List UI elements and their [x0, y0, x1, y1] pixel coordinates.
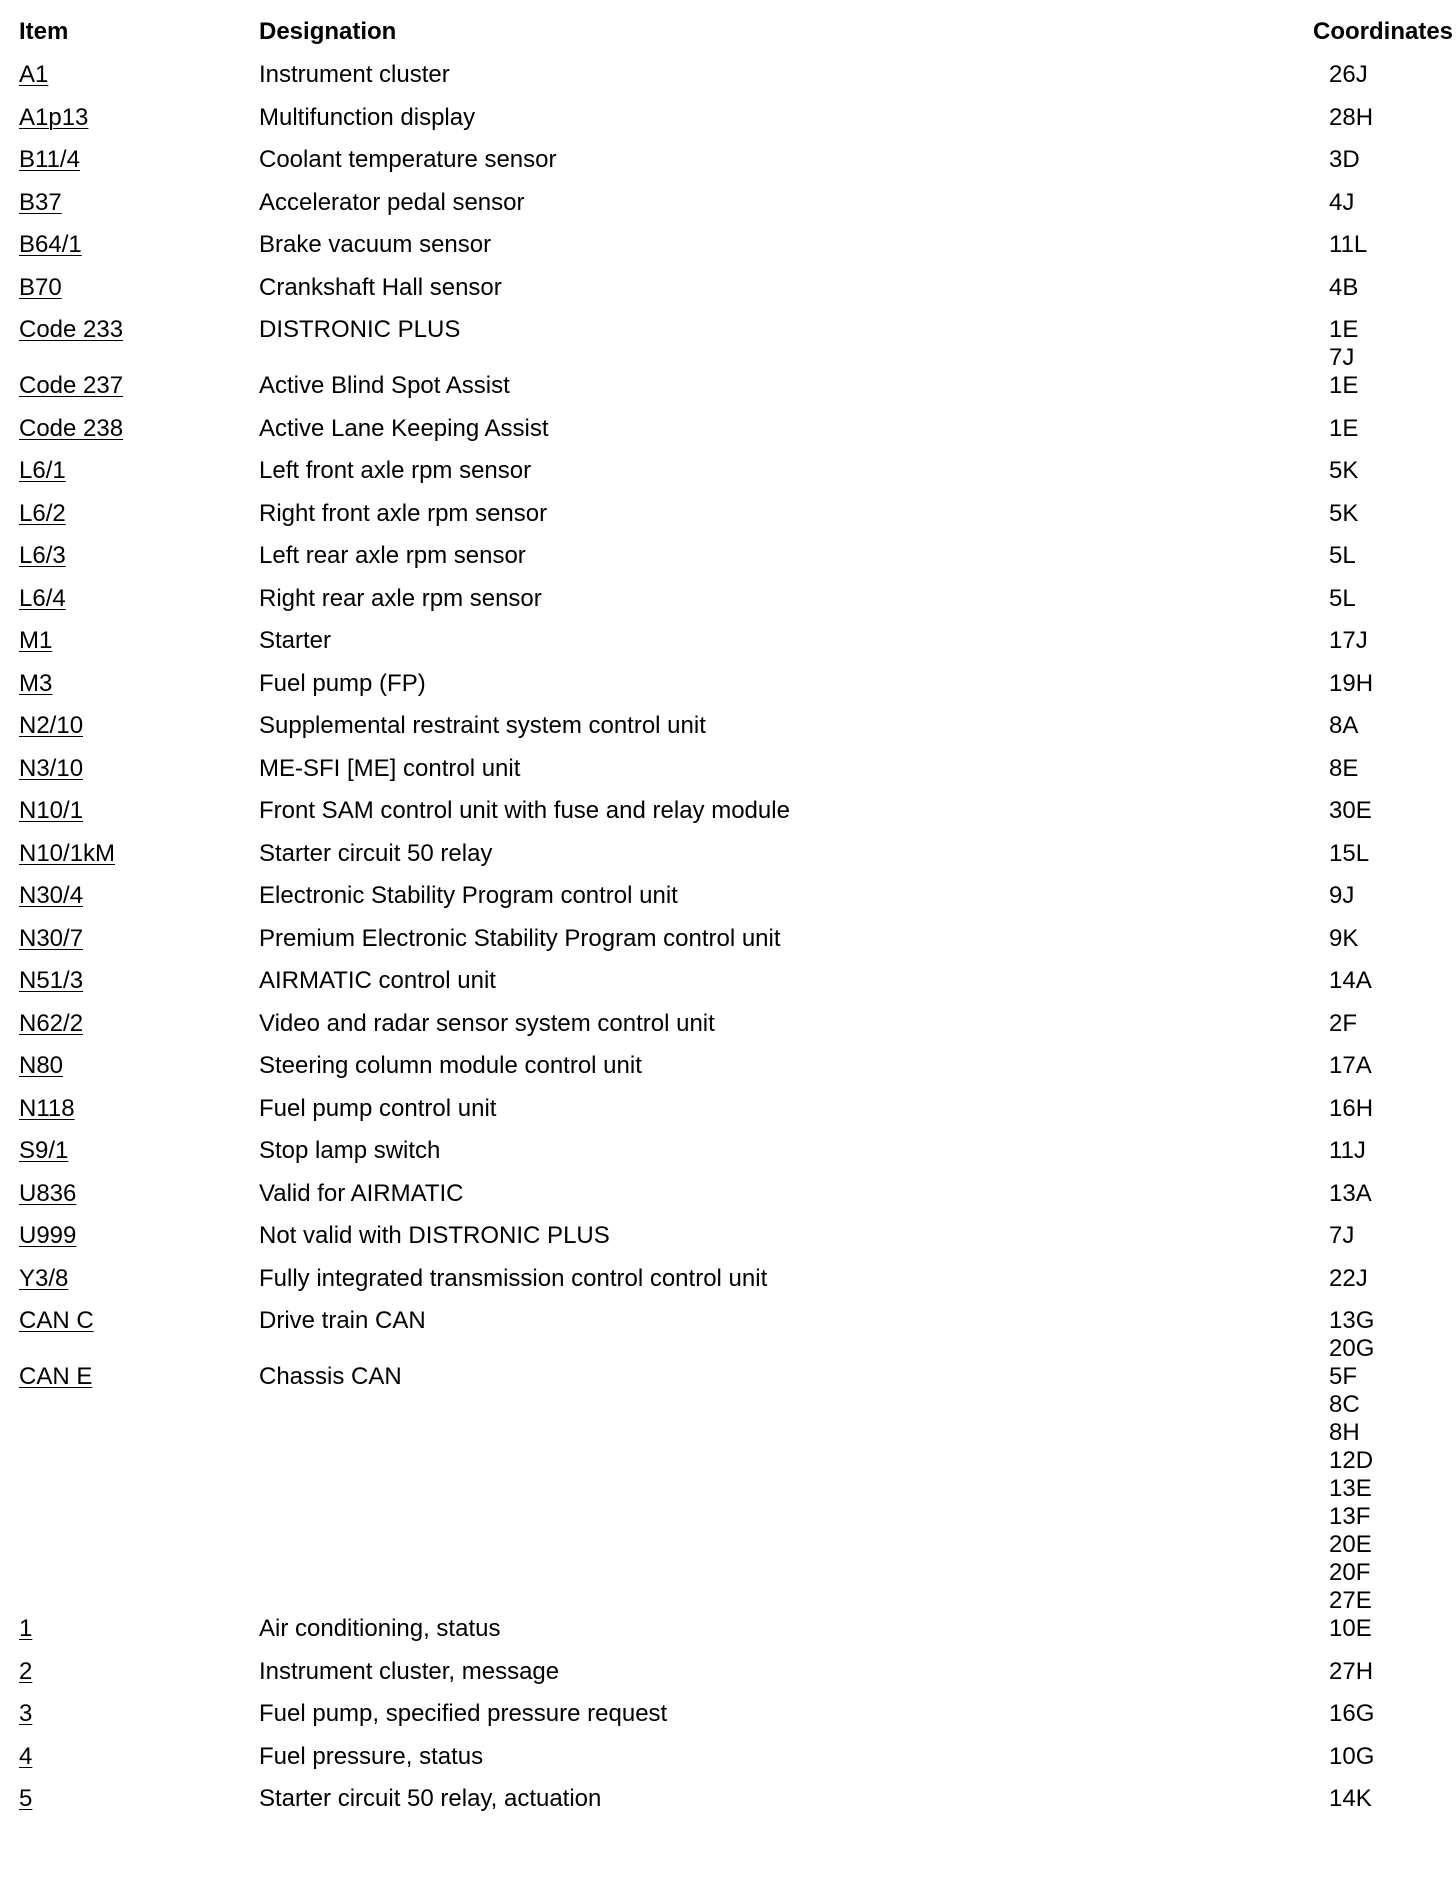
coordinates-cell [1316, 372, 1439, 400]
coordinate-value: 8H [1329, 1419, 1360, 1446]
designation-cell: Video and radar sensor system control unit [259, 1009, 715, 1037]
item-link[interactable]: S9/1 [19, 1137, 69, 1164]
coordinate-value: 14K [1329, 1785, 1372, 1812]
coordinate-value: 5K [1329, 499, 1359, 527]
item-link[interactable]: B70 [19, 273, 62, 301]
coordinates-cell [1316, 797, 1439, 825]
designation-cell: Instrument cluster [259, 61, 450, 88]
coordinate-value: 16G [1329, 1700, 1375, 1727]
coordinates-cell [1316, 627, 1439, 655]
coordinates-cell [1316, 1307, 1439, 1363]
coordinates-cell [1316, 1743, 1439, 1771]
coordinate-value: 11L [1329, 231, 1368, 258]
item-link[interactable]: U999 [19, 1222, 77, 1249]
designation-cell: Left front axle rpm sensor [259, 457, 532, 484]
table-row [19, 104, 1439, 147]
item-link[interactable]: 2 [19, 1657, 33, 1685]
designation-cell: Front SAM control unit with fuse and relay module [259, 797, 790, 824]
coordinate-value: 5L [1329, 584, 1356, 612]
coordinate-value: 4J [1329, 188, 1355, 216]
coordinate-value: 30E [1329, 797, 1372, 824]
table-row [19, 670, 1439, 713]
table-row [19, 712, 1439, 755]
designation-cell: Fuel pump control unit [259, 1094, 497, 1122]
item-link[interactable]: L6/1 [19, 457, 66, 484]
designation-cell: Stop lamp switch [259, 1137, 441, 1164]
item-link[interactable]: A1 [19, 61, 49, 88]
item-cell [19, 542, 259, 570]
designation-cell: Starter circuit 50 relay [259, 839, 493, 867]
table-row [19, 882, 1439, 925]
coordinate-value: 17J [1329, 627, 1368, 654]
coordinate-value: 1E [1329, 414, 1359, 442]
coordinates-cell [1316, 670, 1439, 698]
item-link[interactable]: 1 [19, 1615, 33, 1642]
coordinate-value: 13E [1329, 1475, 1372, 1502]
coordinates-cell [1316, 1095, 1439, 1123]
coordinates-cell [1316, 1222, 1439, 1250]
coordinate-value: 27E [1329, 1587, 1372, 1614]
item-cell [19, 925, 259, 953]
coordinates-cell [1316, 104, 1439, 132]
coordinates-cell [1316, 457, 1439, 485]
item-link[interactable]: N30/7 [19, 924, 84, 952]
table-row [19, 457, 1439, 500]
coordinate-value: 10G [1329, 1742, 1375, 1770]
coordinate-value: 3D [1329, 146, 1360, 173]
coordinates-cell [1316, 500, 1439, 528]
coordinate-value: 20E [1329, 1531, 1372, 1558]
item-link[interactable]: N118 [19, 1094, 75, 1122]
table-row [19, 1700, 1439, 1743]
table-row [19, 231, 1439, 274]
item-cell [19, 1052, 259, 1080]
coordinate-value: 7J [1329, 344, 1355, 371]
coordinates-cell [1316, 316, 1439, 372]
table-row [19, 840, 1439, 883]
item-link[interactable]: 5 [19, 1785, 33, 1812]
coordinate-value: 13F [1329, 1503, 1371, 1530]
table-row [19, 372, 1439, 415]
table-row [19, 925, 1439, 968]
designation-cell: ME-SFI [ME] control unit [259, 754, 521, 782]
table-row [19, 627, 1439, 670]
item-cell [19, 316, 259, 344]
coordinates-cell [1316, 1137, 1439, 1165]
table-row [19, 542, 1439, 585]
table-row [19, 1137, 1439, 1180]
item-cell [19, 146, 259, 174]
coordinate-value: 10E [1329, 1615, 1372, 1642]
coordinate-value: 5L [1329, 542, 1356, 569]
header-coordinates: Coordinates [1313, 18, 1454, 45]
table-row [19, 1363, 1439, 1615]
item-cell [19, 372, 259, 400]
item-cell [19, 500, 259, 528]
designation-cell: Air conditioning, status [259, 1615, 501, 1642]
table-row [19, 1052, 1439, 1095]
coordinate-value: 1E [1329, 372, 1359, 399]
item-link[interactable]: N10/1 [19, 797, 84, 824]
designation-cell: Crankshaft Hall sensor [259, 273, 502, 301]
coordinates-cell [1316, 967, 1439, 995]
table-row [19, 189, 1439, 232]
designation-cell: Drive train CAN [259, 1307, 426, 1334]
coordinate-value: 20F [1329, 1559, 1371, 1586]
coordinates-cell [1316, 542, 1439, 570]
table-row [19, 1265, 1439, 1308]
table-row [19, 1010, 1439, 1053]
designation-cell: Supplemental restraint system control unit [259, 712, 706, 739]
item-link[interactable]: M3 [19, 669, 53, 697]
coordinate-value: 12D [1329, 1447, 1374, 1474]
coordinates-cell [1316, 1785, 1439, 1813]
table-row [19, 274, 1439, 317]
item-cell [19, 882, 259, 910]
coordinate-value: 9K [1329, 924, 1359, 952]
item-link[interactable]: N80 [19, 1052, 64, 1079]
table-row [19, 500, 1439, 543]
coordinate-value: 15L [1329, 839, 1370, 867]
designation-cell: Not valid with DISTRONIC PLUS [259, 1222, 610, 1249]
coordinates-cell [1316, 1658, 1439, 1686]
item-cell [19, 189, 259, 217]
table-row [19, 967, 1439, 1010]
item-link[interactable]: N2/10 [19, 712, 84, 739]
coordinate-value: 9J [1329, 882, 1355, 909]
coordinate-value: 20G [1329, 1335, 1375, 1362]
designation-cell: Valid for AIRMATIC [259, 1179, 464, 1207]
item-cell [19, 1363, 259, 1391]
coordinates-cell [1316, 274, 1439, 302]
coordinate-value: 11J [1329, 1137, 1366, 1164]
item-cell [19, 1010, 259, 1038]
item-cell [19, 1307, 259, 1335]
item-link[interactable]: U836 [19, 1179, 77, 1207]
designation-cell: Coolant temperature sensor [259, 146, 557, 173]
item-link[interactable]: Code 238 [19, 414, 124, 442]
designation-cell: DISTRONIC PLUS [259, 316, 461, 343]
table-row [19, 415, 1439, 458]
designation-cell: Starter [259, 627, 332, 654]
coordinate-value: 2F [1329, 1009, 1358, 1037]
item-cell [19, 1265, 259, 1293]
table-row [19, 585, 1439, 628]
item-cell [19, 712, 259, 740]
coordinate-value: 28H [1329, 103, 1374, 131]
header-item: Item [19, 18, 69, 45]
designation-cell: Fuel pump, specified pressure request [259, 1700, 668, 1727]
coordinates-cell [1316, 840, 1439, 868]
designation-cell: Fully integrated transmission control control unit [259, 1264, 768, 1292]
item-cell [19, 627, 259, 655]
coordinates-cell [1316, 1052, 1439, 1080]
item-link[interactable]: B11/4 [19, 146, 80, 173]
coordinate-value: 14A [1329, 967, 1372, 994]
designation-cell: Active Blind Spot Assist [259, 372, 510, 399]
designation-cell: Active Lane Keeping Assist [259, 414, 549, 442]
coordinates-cell [1316, 585, 1439, 613]
item-link[interactable]: 4 [19, 1742, 33, 1770]
coordinate-value: 5F [1329, 1363, 1358, 1390]
table-row [19, 1658, 1439, 1701]
item-link[interactable]: M1 [19, 627, 53, 654]
item-link[interactable]: Y3/8 [19, 1264, 69, 1292]
coordinates-cell [1316, 1180, 1439, 1208]
table-row [19, 1615, 1439, 1658]
table-header [19, 18, 1454, 61]
item-cell [19, 1222, 259, 1250]
coordinates-cell [1316, 882, 1439, 910]
item-cell [19, 1095, 259, 1123]
coordinates-cell [1316, 231, 1439, 259]
item-cell [19, 1743, 259, 1771]
designation-cell: Starter circuit 50 relay, actuation [259, 1785, 602, 1812]
table-row [19, 1785, 1439, 1828]
coordinate-value: 8E [1329, 754, 1359, 782]
item-cell [19, 797, 259, 825]
table-row [19, 1222, 1439, 1265]
coordinate-value: 26J [1329, 61, 1368, 88]
item-link[interactable]: Code 237 [19, 372, 124, 399]
coordinates-cell [1316, 1363, 1439, 1615]
item-link[interactable]: L6/4 [19, 584, 66, 612]
table-row [19, 755, 1439, 798]
item-cell [19, 1615, 259, 1643]
item-cell [19, 840, 259, 868]
designation-cell: Premium Electronic Stability Program control unit [259, 924, 781, 952]
designation-cell: Instrument cluster, message [259, 1657, 560, 1685]
designation-cell: Fuel pressure, status [259, 1742, 484, 1770]
table-row [19, 61, 1439, 104]
item-link[interactable]: N62/2 [19, 1009, 84, 1037]
designation-cell: AIRMATIC control unit [259, 967, 496, 994]
item-link[interactable]: Code 233 [19, 316, 124, 343]
item-cell [19, 585, 259, 613]
designation-cell: Right rear axle rpm sensor [259, 584, 542, 612]
coordinates-cell [1316, 755, 1439, 783]
item-link[interactable]: CAN E [19, 1363, 93, 1390]
coordinate-value: 1E [1329, 316, 1359, 343]
item-cell [19, 1785, 259, 1813]
coordinates-cell [1316, 1265, 1439, 1293]
item-cell [19, 670, 259, 698]
item-cell [19, 1700, 259, 1728]
item-link[interactable]: B37 [19, 188, 62, 216]
designation-cell: Right front axle rpm sensor [259, 499, 548, 527]
coordinates-cell [1316, 1700, 1439, 1728]
item-cell [19, 457, 259, 485]
item-link[interactable]: N30/4 [19, 882, 84, 909]
item-cell [19, 1180, 259, 1208]
item-link[interactable]: B64/1 [19, 231, 82, 258]
coordinates-cell [1316, 61, 1439, 89]
coordinates-cell [1316, 146, 1439, 174]
table-body [19, 61, 1439, 1828]
header-designation: Designation [259, 18, 397, 45]
legend-table [19, 18, 1454, 1828]
coordinate-value: 19H [1329, 669, 1374, 697]
table-row [19, 1180, 1439, 1223]
table-row [19, 1095, 1439, 1138]
coordinate-value: 4B [1329, 273, 1359, 301]
coordinates-cell [1316, 1010, 1439, 1038]
item-link[interactable]: 3 [19, 1700, 33, 1727]
item-cell [19, 61, 259, 89]
coordinate-value: 5K [1329, 457, 1359, 484]
coordinate-value: 27H [1329, 1657, 1374, 1685]
table-row [19, 146, 1439, 189]
table-row [19, 316, 1439, 372]
item-link[interactable]: CAN C [19, 1307, 94, 1334]
table-row [19, 1307, 1439, 1363]
coordinate-value: 17A [1329, 1052, 1372, 1079]
item-link[interactable]: N51/3 [19, 967, 84, 994]
item-cell [19, 1137, 259, 1165]
coordinates-cell [1316, 1615, 1439, 1643]
coordinate-value: 13A [1329, 1179, 1372, 1207]
coordinate-value: 7J [1329, 1222, 1355, 1249]
item-cell [19, 755, 259, 783]
coordinate-value: 16H [1329, 1094, 1374, 1122]
coordinates-cell [1316, 415, 1439, 443]
coordinates-cell [1316, 189, 1439, 217]
item-cell [19, 415, 259, 443]
item-cell [19, 274, 259, 302]
item-link[interactable]: A1p13 [19, 103, 89, 131]
item-link[interactable]: N3/10 [19, 754, 84, 782]
designation-cell: Left rear axle rpm sensor [259, 542, 526, 569]
designation-cell: Electronic Stability Program control unit [259, 882, 678, 909]
designation-cell: Steering column module control unit [259, 1052, 642, 1079]
designation-cell: Chassis CAN [259, 1363, 402, 1390]
item-cell [19, 1658, 259, 1686]
item-link[interactable]: L6/3 [19, 542, 66, 569]
coordinate-value: 8A [1329, 712, 1359, 739]
designation-cell: Fuel pump (FP) [259, 669, 426, 697]
coordinates-cell [1316, 712, 1439, 740]
table-row [19, 797, 1439, 840]
item-cell [19, 231, 259, 259]
coordinate-value: 13G [1329, 1307, 1375, 1334]
item-link[interactable]: L6/2 [19, 499, 66, 527]
designation-cell: Brake vacuum sensor [259, 231, 492, 258]
table-row [19, 1743, 1439, 1786]
coordinate-value: 8C [1329, 1391, 1360, 1418]
coordinate-value: 22J [1329, 1264, 1368, 1292]
item-link[interactable]: N10/1kM [19, 839, 116, 867]
designation-cell: Accelerator pedal sensor [259, 188, 525, 216]
designation-cell: Multifunction display [259, 103, 476, 131]
coordinates-cell [1316, 925, 1439, 953]
item-cell [19, 967, 259, 995]
item-cell [19, 104, 259, 132]
